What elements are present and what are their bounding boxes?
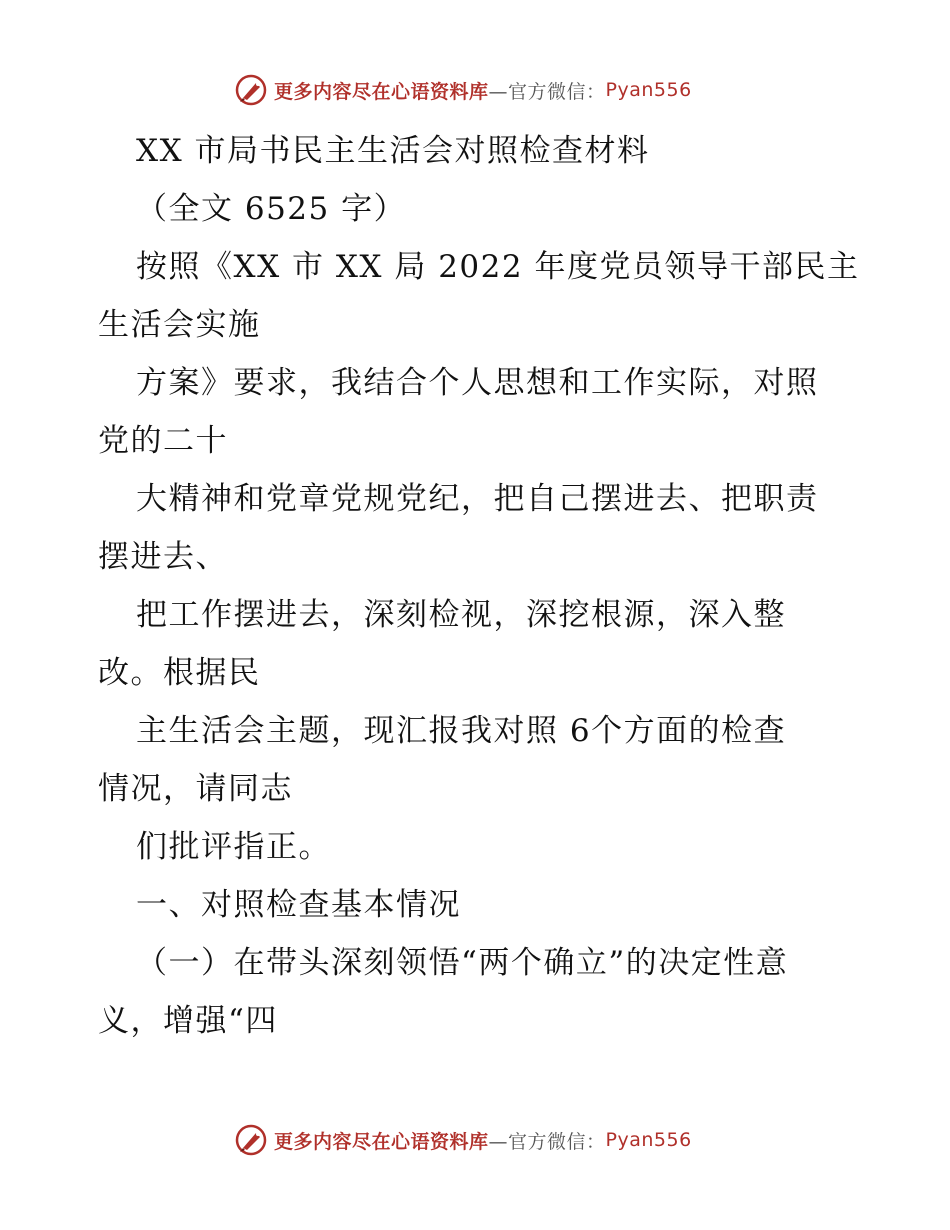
- section-heading: 一、对照检查基本情况: [136, 887, 461, 923]
- document-body: [98, 122, 858, 1050]
- paragraph-line: 大精神和党章党规党纪，把自己摆进去、把职责: [136, 481, 819, 517]
- banner-official-label: —官方微信：: [488, 1130, 606, 1153]
- word-count: （全文 6525 字）: [136, 191, 407, 227]
- paragraph-line: 按照《XX 市 XX 局 2022 年度党员领导干部民主: [136, 249, 860, 285]
- paragraph-line: 党的二十: [98, 423, 228, 459]
- subsection-heading: （一）在带头深刻领悟“两个确立”的决定性意: [136, 945, 789, 981]
- banner-wechat-id: Pyan556: [605, 79, 692, 101]
- banner-site-text: 更多内容尽在心语资料库: [274, 80, 489, 103]
- paragraph-line: 情况，请同志: [98, 771, 293, 807]
- pen-logo-icon: [234, 73, 268, 107]
- paragraph-line: 主生活会主题，现汇报我对照 6个方面的检查: [136, 713, 787, 749]
- watermark-banner-top: [234, 72, 714, 108]
- banner-wechat-id: Pyan556: [605, 1129, 692, 1151]
- paragraph-line: 摆进去、: [98, 539, 228, 575]
- subsection-heading-continued: 义，增强“四: [98, 1003, 278, 1039]
- banner-official-label: —官方微信：: [488, 80, 606, 103]
- watermark-banner-bottom: [234, 1122, 714, 1158]
- paragraph-line: 把工作摆进去，深刻检视，深挖根源，深入整: [136, 597, 786, 633]
- pen-logo-icon: [234, 1123, 268, 1157]
- paragraph-line: 生活会实施: [98, 307, 261, 343]
- document-title: XX 市局书民主生活会对照检查材料: [136, 133, 650, 169]
- paragraph-line: 改。根据民: [98, 655, 261, 691]
- banner-site-text: 更多内容尽在心语资料库: [274, 1130, 489, 1153]
- paragraph-line: 方案》要求，我结合个人思想和工作实际，对照: [136, 365, 819, 401]
- paragraph-line: 们批评指正。: [136, 829, 331, 865]
